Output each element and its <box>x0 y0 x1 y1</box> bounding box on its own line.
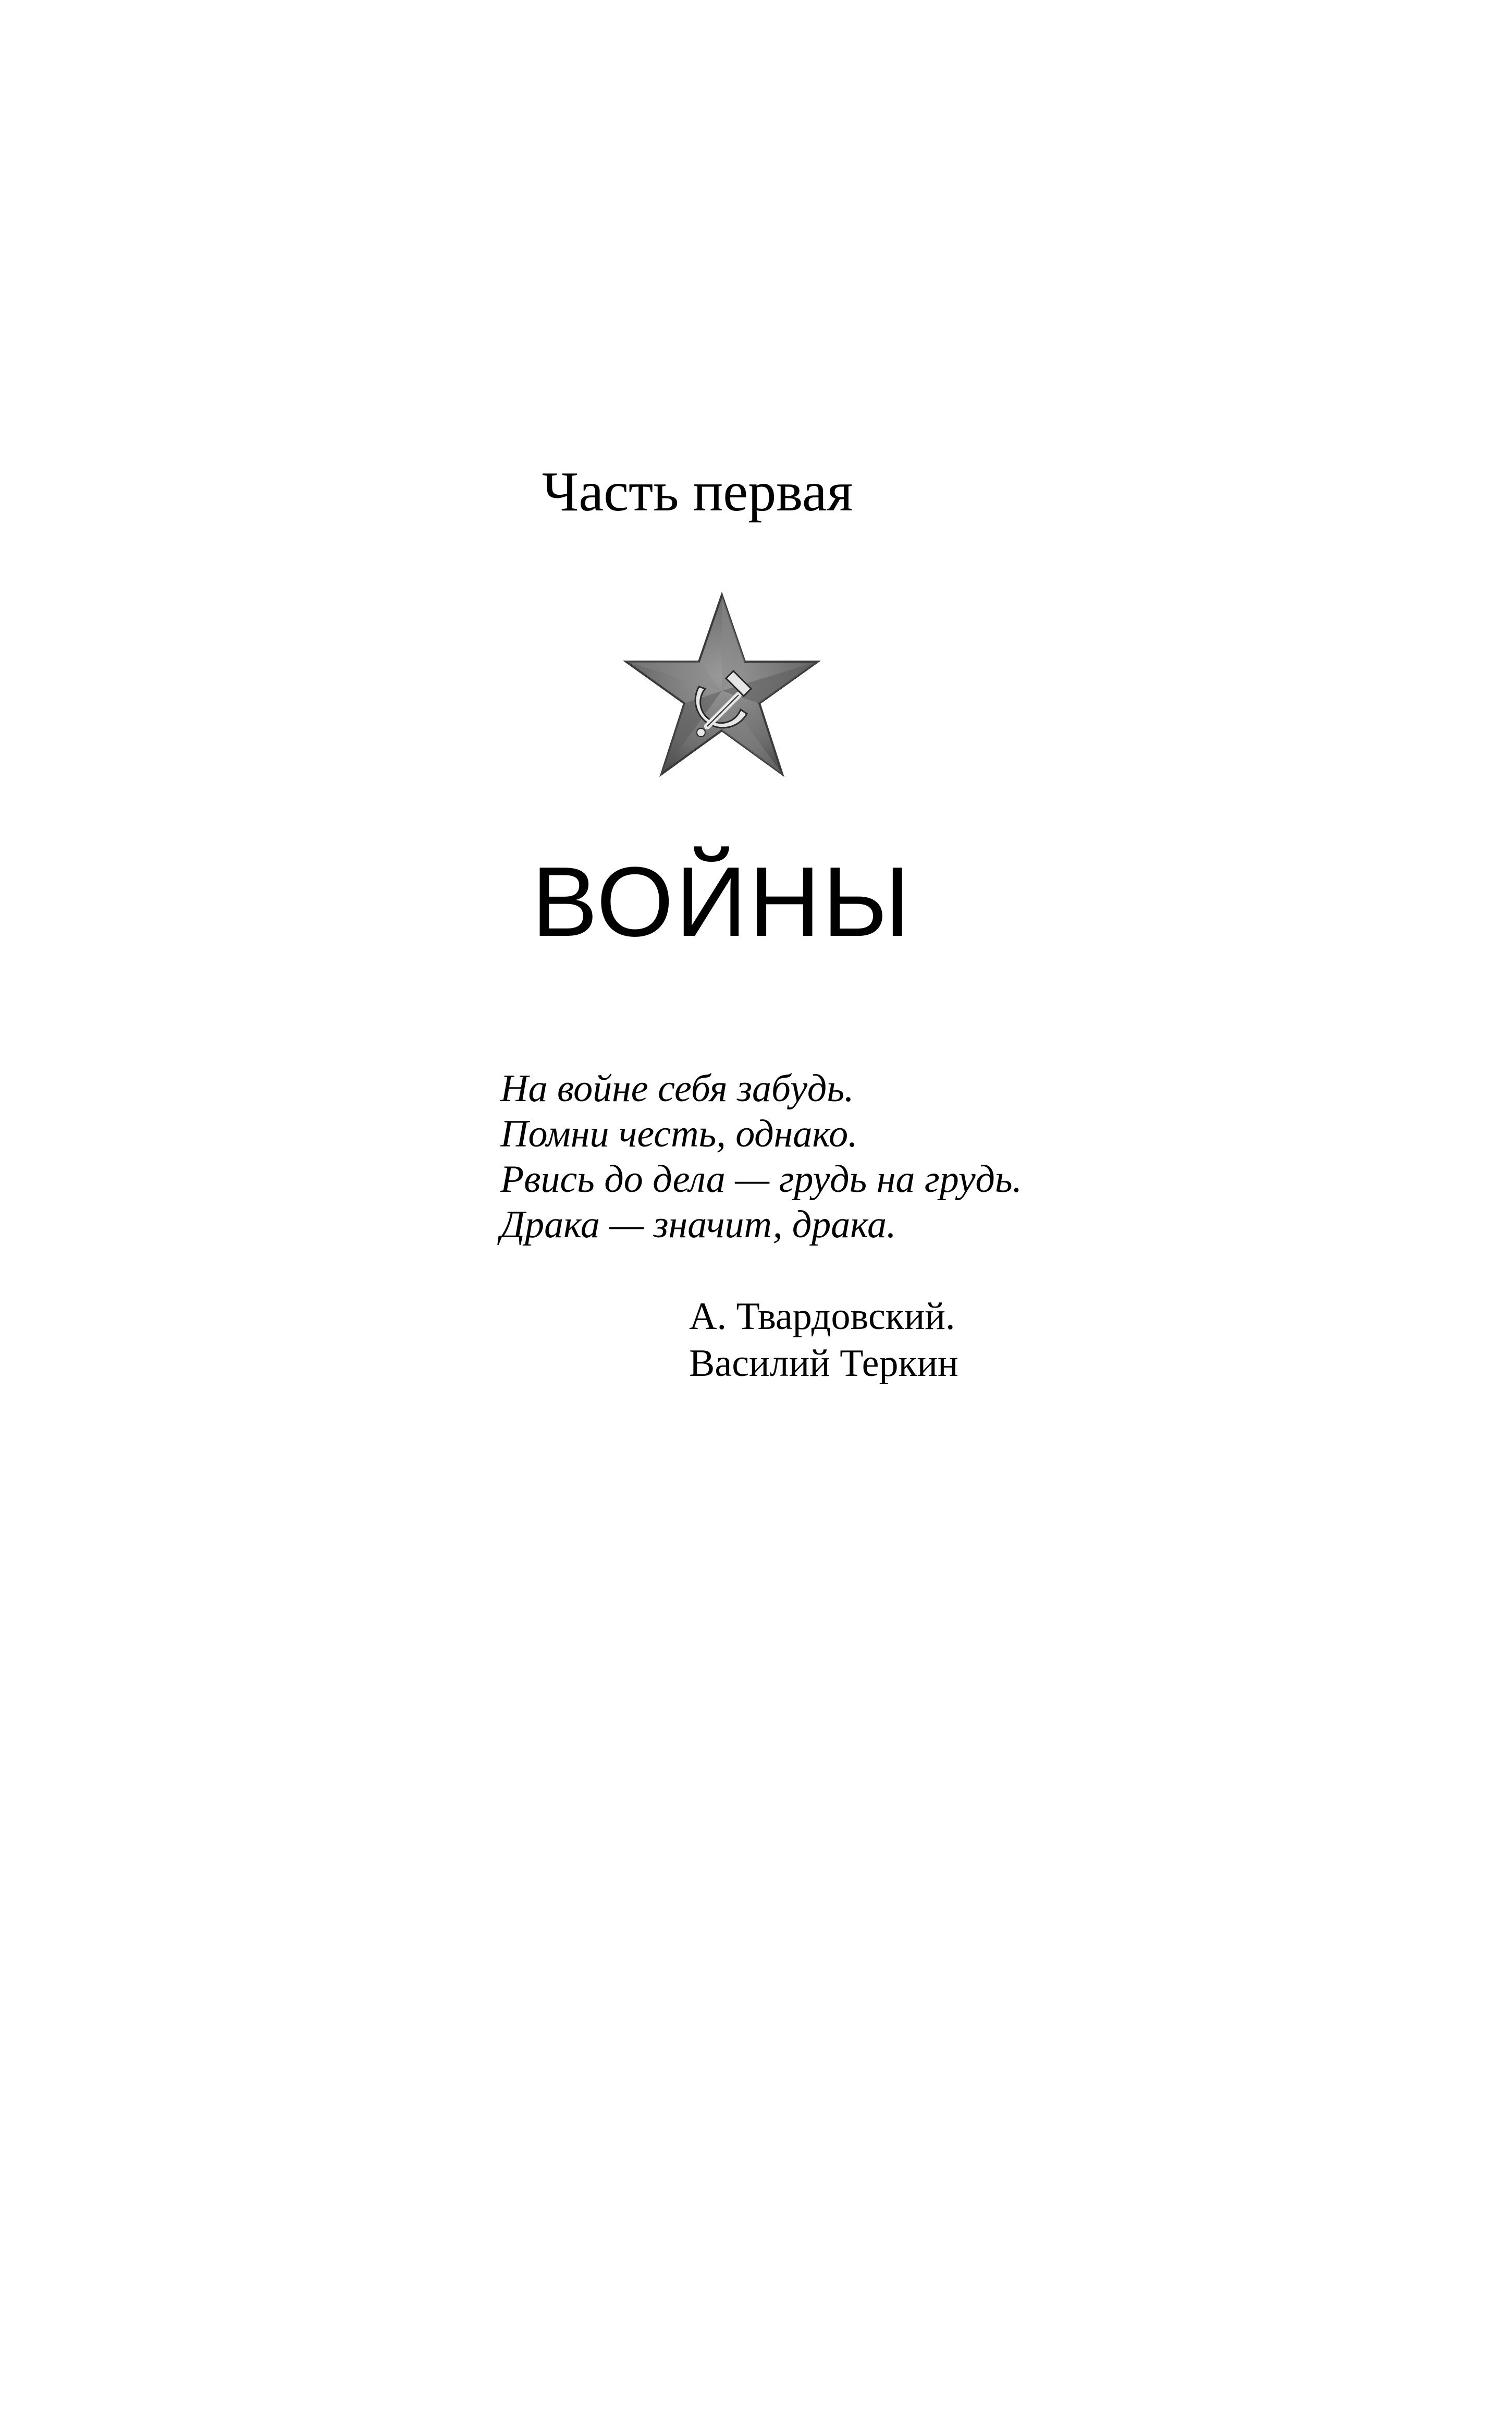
epigraph-line: Драка — значит, драка. <box>500 1203 896 1246</box>
epigraph-line: На войне себя забудь. <box>500 1067 854 1110</box>
epigraph-attribution <box>689 1293 958 1387</box>
epigraph-line: Помни честь, однако. <box>500 1113 858 1155</box>
chapter-title: ВОЙНЫ <box>532 847 913 957</box>
red-star-hammer-sickle-icon <box>615 587 829 795</box>
epigraph <box>500 1066 1022 1248</box>
epigraph-work: Василий Теркин <box>689 1342 958 1385</box>
epigraph-line: Рвись до дела — грудь на грудь. <box>500 1158 1023 1201</box>
epigraph-author: А. Твардовский. <box>689 1295 955 1338</box>
part-label: Часть первая <box>542 461 853 523</box>
